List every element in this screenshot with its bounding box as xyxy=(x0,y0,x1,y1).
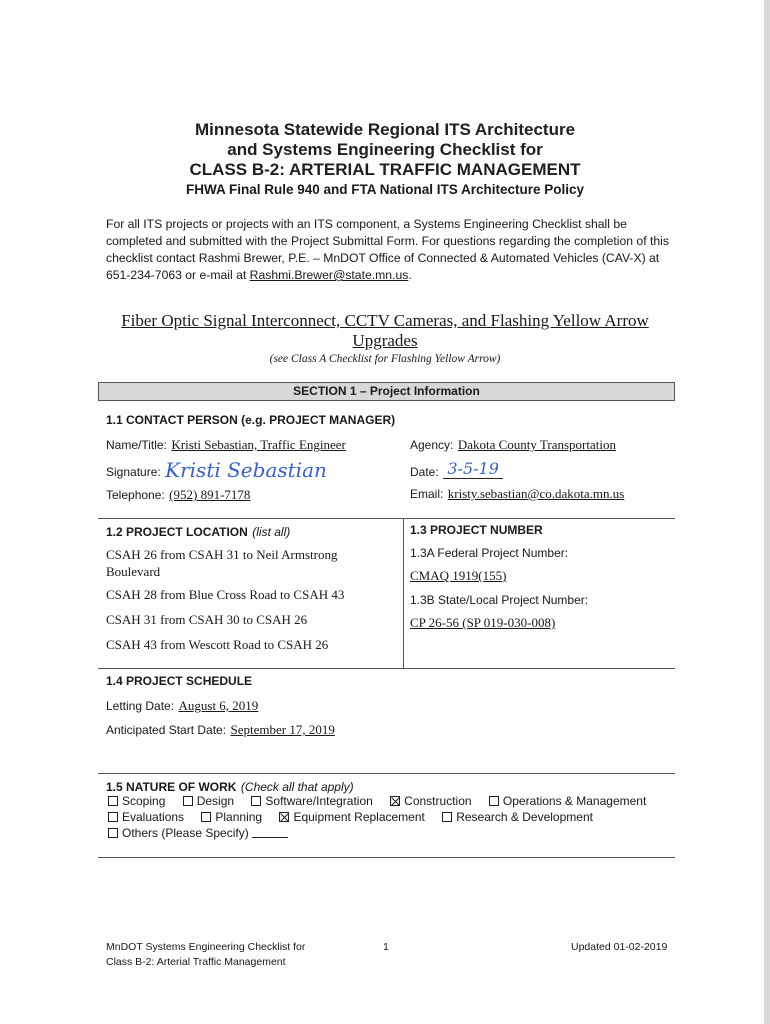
footer-left-line-2: Class B-2: Arterial Traffic Management xyxy=(106,956,286,968)
work-row-3 xyxy=(108,826,302,840)
letting-date-field xyxy=(106,697,258,715)
location-heading-text: 1.2 PROJECT LOCATION xyxy=(106,525,248,539)
intro-end: . xyxy=(408,268,412,282)
location-item: CSAH 43 from Wescott Road to CSAH 26 xyxy=(106,637,329,652)
divider xyxy=(98,668,675,669)
telephone-field xyxy=(106,486,250,504)
checkbox-planning[interactable] xyxy=(201,812,211,822)
location-heading xyxy=(106,523,290,541)
agency-value: Dakota County Transportation xyxy=(457,437,616,452)
date-value: 3-5-19 xyxy=(443,459,503,479)
state-number-value: CP 26-56 (SP 019-030-008) xyxy=(410,615,556,630)
work-option-equipment-replacement[interactable] xyxy=(279,810,424,824)
email-label: Email: xyxy=(410,487,444,501)
intro-text: For all ITS projects or projects with an ITS component, a Systems Engineering Checklist shall be completed and submitted with the Project Submittal Form. For questions regarding the completion of this checklist contact Rashmi Brewer, P.E. – MnDOT Office of Connected & Automated Vehicles (CAV-X) at 651-234-7063 or e-mail at xyxy=(106,217,669,282)
work-option-label: Construction xyxy=(404,794,472,808)
location-heading-note: (list all) xyxy=(252,525,291,539)
signature-label: Signature: xyxy=(106,465,161,479)
divider xyxy=(98,518,675,519)
work-option-scoping[interactable] xyxy=(108,794,165,808)
work-option-label: Evaluations xyxy=(122,810,185,824)
intro-paragraph xyxy=(106,216,676,284)
signature-image: Kristi Sebastian xyxy=(165,458,327,482)
work-row-1 xyxy=(108,794,646,808)
work-option-label: Operations & Management xyxy=(502,794,647,808)
checkbox-construction[interactable] xyxy=(390,796,400,806)
checkbox-scoping[interactable] xyxy=(108,796,118,806)
schedule-heading: 1.4 PROJECT SCHEDULE xyxy=(106,674,253,688)
column-divider xyxy=(403,518,404,668)
checkbox-equipment-replacement[interactable] xyxy=(279,812,289,822)
telephone-value: (952) 891-7178 xyxy=(169,487,251,502)
work-option-construction[interactable] xyxy=(390,794,471,808)
work-option-research-development[interactable] xyxy=(442,810,593,824)
name-title-label: Name/Title: xyxy=(106,438,167,452)
others-specify-blank[interactable] xyxy=(252,827,288,838)
footer-updated: Updated 01-02-2019 xyxy=(571,941,668,953)
letting-date-label: Letting Date: xyxy=(106,699,175,713)
location-item: CSAH 31 from CSAH 30 to CSAH 26 xyxy=(106,612,308,627)
location-item: CSAH 28 from Blue Cross Road to CSAH 43 xyxy=(106,587,345,602)
work-option-label: Others (Please Specify) xyxy=(122,826,249,840)
state-number-label: 1.3B State/Local Project Number: xyxy=(410,593,589,607)
start-date-field xyxy=(106,721,335,739)
agency-field xyxy=(410,436,616,454)
work-option-evaluations[interactable] xyxy=(108,810,184,824)
work-option-planning[interactable] xyxy=(201,810,262,824)
subtitle: FHWA Final Rule 940 and FTA National ITS Architecture Policy xyxy=(185,182,585,197)
date-field xyxy=(410,461,503,481)
work-heading-note: (Check all that apply) xyxy=(240,780,354,794)
checkbox-software-integration[interactable] xyxy=(251,796,261,806)
email-value[interactable]: kristy.sebastian@co.dakota.mn.us xyxy=(447,486,625,501)
checkbox-evaluations[interactable] xyxy=(108,812,118,822)
divider xyxy=(98,857,675,858)
divider xyxy=(98,773,675,774)
project-number-heading: 1.3 PROJECT NUMBER xyxy=(410,523,543,537)
work-row-2 xyxy=(108,810,593,824)
title-line-2: and Systems Engineering Checklist for xyxy=(227,140,543,159)
contact-email-link[interactable]: Rashmi.Brewer@state.mn.us xyxy=(249,268,409,282)
name-title-field xyxy=(106,436,346,454)
work-option-label: Research & Development xyxy=(456,810,593,824)
start-date-label: Anticipated Start Date: xyxy=(106,723,227,737)
federal-number-label: 1.3A Federal Project Number: xyxy=(410,546,569,560)
checkbox-design[interactable] xyxy=(183,796,193,806)
title-line-1: Minnesota Statewide Regional ITS Architecture xyxy=(194,120,576,139)
work-heading-text: 1.5 NATURE OF WORK xyxy=(106,780,237,794)
work-option-label: Scoping xyxy=(122,794,166,808)
page-number: 1 xyxy=(383,941,389,953)
checkbox-operations-management[interactable] xyxy=(489,796,499,806)
work-option-software-integration[interactable] xyxy=(251,794,372,808)
letting-date-value: August 6, 2019 xyxy=(178,698,259,713)
work-option-others[interactable] xyxy=(108,826,288,840)
checkbox-others[interactable] xyxy=(108,828,118,838)
checkbox-research-development[interactable] xyxy=(442,812,452,822)
federal-number-value: CMAQ 1919(155) xyxy=(410,568,507,583)
project-title-line-2: Upgrades xyxy=(352,331,418,350)
signature-field xyxy=(106,457,327,481)
start-date-value: September 17, 2019 xyxy=(230,722,335,737)
section-1-header: SECTION 1 – Project Information xyxy=(98,382,675,401)
date-label: Date: xyxy=(410,465,439,479)
work-option-operations-management[interactable] xyxy=(489,794,646,808)
agency-label: Agency: xyxy=(410,438,454,452)
project-note: (see Class A Checklist for Flashing Yellow Arrow) xyxy=(269,353,501,365)
project-title-line-1: Fiber Optic Signal Interconnect, CCTV Cameras, and Flashing Yellow Arrow xyxy=(121,311,649,330)
telephone-label: Telephone: xyxy=(106,488,165,502)
footer-left xyxy=(106,940,366,970)
email-field xyxy=(410,485,624,503)
work-option-design[interactable] xyxy=(183,794,234,808)
footer-left-line-1: MnDOT Systems Engineering Checklist for xyxy=(106,941,306,953)
contact-heading: 1.1 CONTACT PERSON (e.g. PROJECT MANAGER) xyxy=(106,413,396,427)
name-title-value: Kristi Sebastian, Traffic Engineer xyxy=(171,437,346,452)
work-option-label: Equipment Replacement xyxy=(293,810,425,824)
work-option-label: Software/Integration xyxy=(265,794,373,808)
work-option-label: Planning xyxy=(215,810,263,824)
location-item: CSAH 26 from CSAH 31 to Neil Armstrong Boulevard xyxy=(106,547,338,579)
work-option-label: Design xyxy=(196,794,235,808)
title-line-3: CLASS B-2: ARTERIAL TRAFFIC MANAGEMENT xyxy=(189,160,581,179)
